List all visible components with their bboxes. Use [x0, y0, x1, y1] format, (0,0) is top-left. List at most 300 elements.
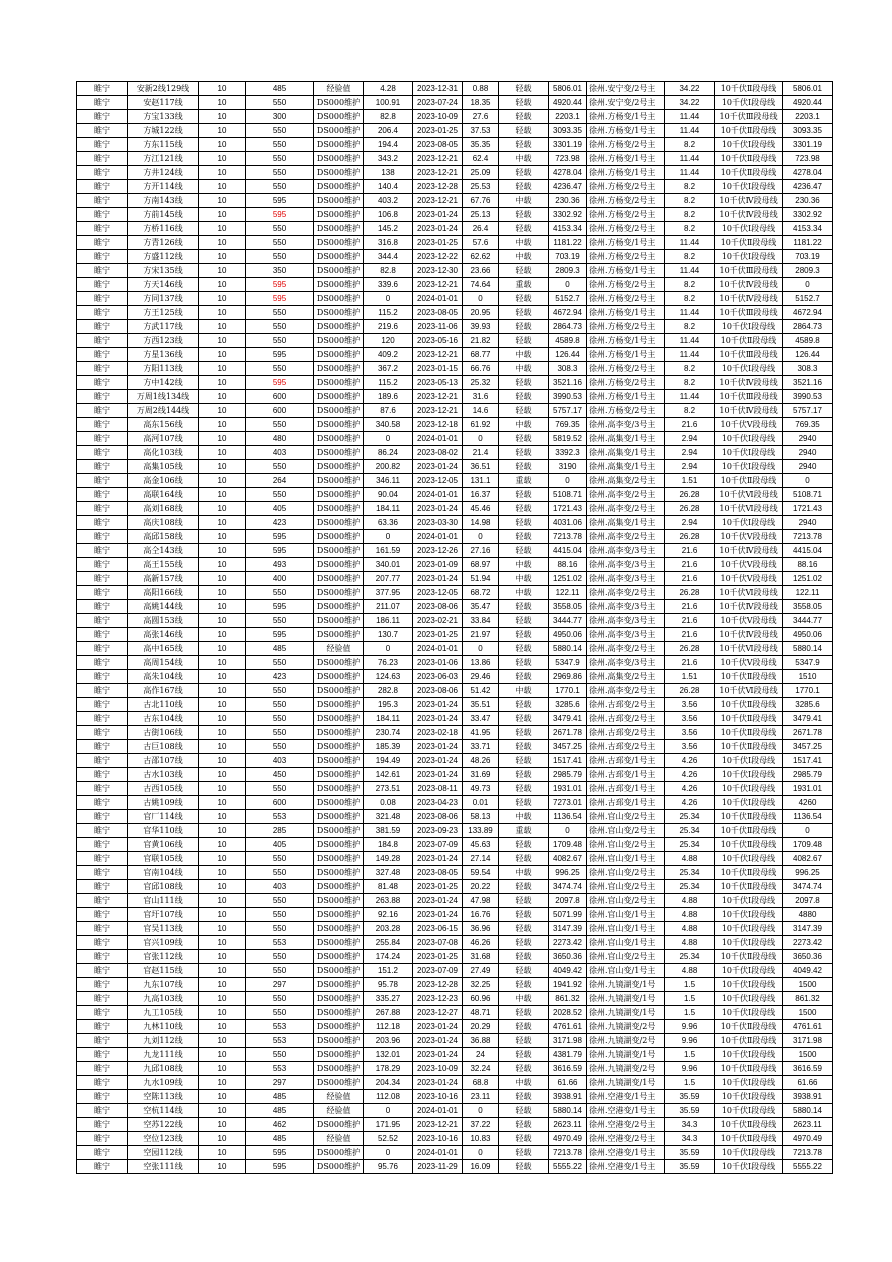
cell-load-status: 轻载	[499, 390, 549, 404]
cell-bus-section: 10千伏Ⅰ段母线	[715, 796, 783, 810]
cell-available-capacity: 1770.1	[783, 684, 833, 698]
cell-source: DS000维护	[314, 950, 364, 964]
cell-max-current: 194.49	[364, 754, 413, 768]
cell-max-current: 138	[364, 166, 413, 180]
cell-available-capacity: 4920.44	[783, 96, 833, 110]
cell-max-current: 0	[364, 1146, 413, 1160]
cell-county: 睢宁	[77, 1020, 128, 1034]
cell-transformer-margin: 8.2	[665, 278, 715, 292]
cell-load-status: 轻载	[499, 1132, 549, 1146]
table-row	[77, 964, 833, 978]
cell-voltage: 10	[199, 712, 246, 726]
cell-county: 睢宁	[77, 236, 128, 250]
cell-line-name: 九工105线	[128, 1006, 199, 1020]
cell-max-date: 2023-01-24	[413, 712, 463, 726]
cell-transformer-margin: 4.88	[665, 936, 715, 950]
cell-spare-capacity: 2028.52	[549, 1006, 587, 1020]
cell-transformer-margin: 11.44	[665, 152, 715, 166]
cell-spare-capacity: 3990.53	[549, 390, 587, 404]
cell-max-date: 2023-12-28	[413, 180, 463, 194]
cell-line-name: 空苏122线	[128, 1118, 199, 1132]
cell-max-date: 2023-01-25	[413, 880, 463, 894]
cell-county: 睢宁	[77, 978, 128, 992]
cell-max-current: 403.2	[364, 194, 413, 208]
cell-transformer-margin: 35.59	[665, 1160, 715, 1174]
cell-substation: 徐州.方杨变/2号主	[587, 180, 665, 194]
cell-load-rate: 0	[463, 642, 499, 656]
cell-max-current: 112.08	[364, 1090, 413, 1104]
cell-transformer-margin: 9.96	[665, 1062, 715, 1076]
cell-county: 睢宁	[77, 446, 128, 460]
cell-available-capacity: 122.11	[783, 586, 833, 600]
cell-transformer-margin: 8.2	[665, 292, 715, 306]
cell-spare-capacity: 5071.99	[549, 908, 587, 922]
cell-county: 睢宁	[77, 124, 128, 138]
cell-source: DS000维护	[314, 768, 364, 782]
cell-bus-section: 10千伏Ⅰ段母线	[715, 978, 783, 992]
cell-available-capacity: 7213.78	[783, 530, 833, 544]
cell-source: DS000维护	[314, 544, 364, 558]
cell-line-name: 官山111线	[128, 894, 199, 908]
cell-available-capacity: 1721.43	[783, 502, 833, 516]
cell-line-name: 九龙111线	[128, 1048, 199, 1062]
cell-max-current: 161.59	[364, 544, 413, 558]
cell-voltage: 10	[199, 124, 246, 138]
cell-county: 睢宁	[77, 628, 128, 642]
cell-rated-current: 297	[246, 1076, 314, 1090]
cell-spare-capacity: 1251.02	[549, 572, 587, 586]
cell-max-current: 194.4	[364, 138, 413, 152]
cell-substation: 徐州.古邳变/2号主	[587, 740, 665, 754]
cell-max-current: 184.11	[364, 502, 413, 516]
cell-spare-capacity: 2273.42	[549, 936, 587, 950]
cell-load-rate: 20.95	[463, 306, 499, 320]
cell-voltage: 10	[199, 684, 246, 698]
cell-spare-capacity: 0	[549, 278, 587, 292]
cell-rated-current: 550	[246, 460, 314, 474]
cell-line-name: 高化103线	[128, 446, 199, 460]
cell-rated-current: 595	[246, 292, 314, 306]
table-row	[77, 852, 833, 866]
cell-source: DS000维护	[314, 362, 364, 376]
cell-line-name: 方星136线	[128, 348, 199, 362]
cell-available-capacity: 5555.22	[783, 1160, 833, 1174]
cell-load-rate: 59.54	[463, 866, 499, 880]
cell-substation: 徐州.方杨变/1号主	[587, 264, 665, 278]
cell-spare-capacity: 3190	[549, 460, 587, 474]
cell-line-name: 官兴109线	[128, 936, 199, 950]
cell-substation: 徐州.方杨变/2号主	[587, 292, 665, 306]
cell-source: DS000维护	[314, 530, 364, 544]
cell-line-name: 高王155线	[128, 558, 199, 572]
cell-transformer-margin: 8.2	[665, 320, 715, 334]
cell-source: DS000维护	[314, 614, 364, 628]
cell-max-date: 2023-01-25	[413, 950, 463, 964]
cell-bus-section: 10千伏Ⅰ段母线	[715, 908, 783, 922]
cell-spare-capacity: 3093.35	[549, 124, 587, 138]
cell-available-capacity: 1517.41	[783, 754, 833, 768]
cell-spare-capacity: 5152.7	[549, 292, 587, 306]
cell-line-name: 安赵117线	[128, 96, 199, 110]
cell-county: 睢宁	[77, 656, 128, 670]
cell-bus-section: 10千伏Ⅳ段母线	[715, 376, 783, 390]
cell-county: 睢宁	[77, 110, 128, 124]
cell-source: DS000维护	[314, 726, 364, 740]
cell-transformer-margin: 8.2	[665, 362, 715, 376]
cell-max-date: 2024-01-01	[413, 530, 463, 544]
cell-transformer-margin: 26.28	[665, 684, 715, 698]
cell-load-rate: 37.53	[463, 124, 499, 138]
cell-spare-capacity: 3147.39	[549, 922, 587, 936]
cell-line-name: 官赵115线	[128, 964, 199, 978]
table-row	[77, 698, 833, 712]
cell-line-name: 高中165线	[128, 642, 199, 656]
cell-available-capacity: 2985.79	[783, 768, 833, 782]
cell-max-date: 2023-08-06	[413, 810, 463, 824]
cell-bus-section: 10千伏Ⅰ段母线	[715, 1160, 783, 1174]
cell-bus-section: 10千伏Ⅵ段母线	[715, 488, 783, 502]
cell-county: 睢宁	[77, 782, 128, 796]
cell-rated-current: 550	[246, 362, 314, 376]
cell-voltage: 10	[199, 656, 246, 670]
cell-county: 睢宁	[77, 502, 128, 516]
cell-max-date: 2023-12-18	[413, 418, 463, 432]
cell-county: 睢宁	[77, 726, 128, 740]
cell-rated-current: 553	[246, 1034, 314, 1048]
cell-county: 睢宁	[77, 320, 128, 334]
cell-max-date: 2023-11-29	[413, 1160, 463, 1174]
cell-bus-section: 10千伏Ⅴ段母线	[715, 656, 783, 670]
cell-line-name: 官圩107线	[128, 908, 199, 922]
cell-spare-capacity: 1931.01	[549, 782, 587, 796]
cell-voltage: 10	[199, 642, 246, 656]
cell-max-date: 2023-01-24	[413, 908, 463, 922]
cell-max-date: 2023-12-23	[413, 992, 463, 1006]
cell-rated-current: 550	[246, 1048, 314, 1062]
table-row	[77, 376, 833, 390]
cell-bus-section: 10千伏Ⅰ段母线	[715, 894, 783, 908]
table-row	[77, 1034, 833, 1048]
table-row	[77, 432, 833, 446]
cell-max-current: 151.2	[364, 964, 413, 978]
cell-line-name: 万周2线144线	[128, 404, 199, 418]
cell-spare-capacity: 122.11	[549, 586, 587, 600]
cell-max-current: 195.3	[364, 698, 413, 712]
cell-max-current: 184.11	[364, 712, 413, 726]
cell-voltage: 10	[199, 1118, 246, 1132]
cell-voltage: 10	[199, 292, 246, 306]
cell-available-capacity: 3521.16	[783, 376, 833, 390]
cell-max-current: 230.74	[364, 726, 413, 740]
cell-transformer-margin: 8.2	[665, 404, 715, 418]
cell-rated-current: 493	[246, 558, 314, 572]
cell-spare-capacity: 3301.19	[549, 138, 587, 152]
cell-substation: 徐州.方杨变/1号主	[587, 124, 665, 138]
cell-rated-current: 550	[246, 152, 314, 166]
table-row	[77, 110, 833, 124]
cell-load-rate: 14.6	[463, 404, 499, 418]
cell-line-name: 方开114线	[128, 180, 199, 194]
cell-line-name: 高邱158线	[128, 530, 199, 544]
cell-available-capacity: 2203.1	[783, 110, 833, 124]
cell-max-current: 4.28	[364, 82, 413, 96]
cell-voltage: 10	[199, 936, 246, 950]
cell-spare-capacity: 2985.79	[549, 768, 587, 782]
cell-source: DS000维护	[314, 460, 364, 474]
cell-available-capacity: 7213.78	[783, 1146, 833, 1160]
cell-substation: 徐州.方杨变/1号主	[587, 390, 665, 404]
cell-load-status: 轻载	[499, 1090, 549, 1104]
cell-load-status: 轻载	[499, 670, 549, 684]
cell-available-capacity: 126.44	[783, 348, 833, 362]
cell-county: 睢宁	[77, 250, 128, 264]
table-row	[77, 628, 833, 642]
cell-max-date: 2023-06-15	[413, 922, 463, 936]
cell-voltage: 10	[199, 558, 246, 572]
cell-source: DS000维护	[314, 516, 364, 530]
cell-bus-section: 10千伏Ⅳ段母线	[715, 628, 783, 642]
cell-county: 睢宁	[77, 698, 128, 712]
cell-voltage: 10	[199, 586, 246, 600]
cell-max-date: 2023-12-30	[413, 264, 463, 278]
cell-rated-current: 550	[246, 96, 314, 110]
cell-substation: 徐州.古邳变/1号主	[587, 768, 665, 782]
cell-bus-section: 10千伏Ⅰ段母线	[715, 138, 783, 152]
cell-rated-current: 550	[246, 418, 314, 432]
cell-source: DS000维护	[314, 264, 364, 278]
cell-transformer-margin: 21.6	[665, 614, 715, 628]
cell-voltage: 10	[199, 1090, 246, 1104]
cell-load-status: 轻载	[499, 1020, 549, 1034]
cell-bus-section: 10千伏Ⅰ段母线	[715, 992, 783, 1006]
cell-available-capacity: 3938.91	[783, 1090, 833, 1104]
cell-transformer-margin: 4.26	[665, 782, 715, 796]
cell-line-name: 古姚109线	[128, 796, 199, 810]
cell-rated-current: 550	[246, 922, 314, 936]
cell-spare-capacity: 2864.73	[549, 320, 587, 334]
table-row	[77, 838, 833, 852]
table-row	[77, 866, 833, 880]
cell-max-date: 2023-05-16	[413, 334, 463, 348]
cell-voltage: 10	[199, 740, 246, 754]
table-row	[77, 236, 833, 250]
cell-source: DS000维护	[314, 208, 364, 222]
cell-spare-capacity: 4589.8	[549, 334, 587, 348]
cell-rated-current: 550	[246, 866, 314, 880]
cell-spare-capacity: 5880.14	[549, 1104, 587, 1118]
cell-substation: 徐州.高李变/3号主	[587, 614, 665, 628]
cell-spare-capacity: 861.32	[549, 992, 587, 1006]
cell-voltage: 10	[199, 922, 246, 936]
cell-available-capacity: 4153.34	[783, 222, 833, 236]
cell-load-rate: 57.6	[463, 236, 499, 250]
cell-bus-section: 10千伏Ⅱ段母线	[715, 810, 783, 824]
cell-rated-current: 550	[246, 166, 314, 180]
cell-load-status: 中载	[499, 810, 549, 824]
cell-bus-section: 10千伏Ⅰ段母线	[715, 922, 783, 936]
cell-load-status: 中载	[499, 152, 549, 166]
table-row	[77, 754, 833, 768]
table-row	[77, 586, 833, 600]
cell-load-status: 轻载	[499, 894, 549, 908]
cell-bus-section: 10千伏Ⅰ段母线	[715, 432, 783, 446]
cell-bus-section: 10千伏Ⅵ段母线	[715, 502, 783, 516]
cell-load-rate: 45.63	[463, 838, 499, 852]
cell-voltage: 10	[199, 110, 246, 124]
cell-rated-current: 595	[246, 600, 314, 614]
cell-source: DS000维护	[314, 1062, 364, 1076]
cell-load-status: 轻载	[499, 516, 549, 530]
cell-rated-current: 595	[246, 1146, 314, 1160]
cell-rated-current: 595	[246, 376, 314, 390]
table-row	[77, 82, 833, 96]
cell-transformer-margin: 3.56	[665, 740, 715, 754]
cell-spare-capacity: 3474.74	[549, 880, 587, 894]
table-row	[77, 138, 833, 152]
cell-load-rate: 35.51	[463, 698, 499, 712]
cell-voltage: 10	[199, 474, 246, 488]
cell-max-date: 2023-01-24	[413, 698, 463, 712]
cell-rated-current: 462	[246, 1118, 314, 1132]
cell-line-name: 古巨108线	[128, 740, 199, 754]
table-row	[77, 1006, 833, 1020]
cell-bus-section: 10千伏Ⅰ段母线	[715, 320, 783, 334]
cell-substation: 徐州.高李变/2号主	[587, 586, 665, 600]
cell-max-current: 124.63	[364, 670, 413, 684]
cell-load-status: 轻载	[499, 1104, 549, 1118]
cell-voltage: 10	[199, 782, 246, 796]
cell-rated-current: 285	[246, 824, 314, 838]
cell-substation: 徐州.九镜湖变/1号	[587, 992, 665, 1006]
cell-county: 睢宁	[77, 838, 128, 852]
cell-load-rate: 20.29	[463, 1020, 499, 1034]
cell-substation: 徐州.九镜湖变/2号	[587, 1020, 665, 1034]
cell-load-rate: 68.77	[463, 348, 499, 362]
cell-max-current: 171.95	[364, 1118, 413, 1132]
cell-source: DS000维护	[314, 852, 364, 866]
cell-load-status: 轻载	[499, 1048, 549, 1062]
cell-line-name: 方武117线	[128, 320, 199, 334]
cell-substation: 徐州.方杨变/2号主	[587, 250, 665, 264]
cell-available-capacity: 1251.02	[783, 572, 833, 586]
cell-source: DS000维护	[314, 1118, 364, 1132]
table-row	[77, 446, 833, 460]
cell-transformer-margin: 2.94	[665, 516, 715, 530]
cell-spare-capacity: 3392.3	[549, 446, 587, 460]
cell-rated-current: 450	[246, 768, 314, 782]
cell-transformer-margin: 1.5	[665, 1006, 715, 1020]
cell-load-rate: 48.26	[463, 754, 499, 768]
cell-voltage: 10	[199, 1020, 246, 1034]
cell-available-capacity: 5347.9	[783, 656, 833, 670]
cell-load-status: 轻载	[499, 1062, 549, 1076]
cell-available-capacity: 88.16	[783, 558, 833, 572]
cell-load-status: 轻载	[499, 544, 549, 558]
cell-max-date: 2023-10-09	[413, 110, 463, 124]
cell-source: DS000维护	[314, 712, 364, 726]
cell-substation: 徐州.高集变/1号主	[587, 446, 665, 460]
cell-spare-capacity: 4970.49	[549, 1132, 587, 1146]
cell-spare-capacity: 3479.41	[549, 712, 587, 726]
cell-substation: 徐州.古邳变/2号主	[587, 698, 665, 712]
cell-county: 睢宁	[77, 642, 128, 656]
cell-source: DS000维护	[314, 502, 364, 516]
cell-county: 睢宁	[77, 852, 128, 866]
cell-max-current: 340.01	[364, 558, 413, 572]
table-row	[77, 824, 833, 838]
table-row	[77, 1062, 833, 1076]
cell-voltage: 10	[199, 250, 246, 264]
cell-spare-capacity: 769.35	[549, 418, 587, 432]
cell-max-current: 0	[364, 1104, 413, 1118]
cell-load-rate: 27.16	[463, 544, 499, 558]
cell-transformer-margin: 8.2	[665, 222, 715, 236]
cell-line-name: 九林110线	[128, 1020, 199, 1034]
cell-voltage: 10	[199, 670, 246, 684]
cell-load-rate: 0.88	[463, 82, 499, 96]
cell-load-status: 轻载	[499, 488, 549, 502]
cell-load-status: 轻载	[499, 166, 549, 180]
cell-max-current: 140.4	[364, 180, 413, 194]
cell-max-current: 95.76	[364, 1160, 413, 1174]
cell-source: 经验值	[314, 1132, 364, 1146]
cell-load-rate: 37.22	[463, 1118, 499, 1132]
cell-spare-capacity: 5555.22	[549, 1160, 587, 1174]
cell-voltage: 10	[199, 362, 246, 376]
cell-spare-capacity: 5347.9	[549, 656, 587, 670]
cell-voltage: 10	[199, 1104, 246, 1118]
cell-spare-capacity: 61.66	[549, 1076, 587, 1090]
cell-bus-section: 10千伏Ⅳ段母线	[715, 194, 783, 208]
cell-substation: 徐州.古邳变/1号主	[587, 782, 665, 796]
cell-substation: 徐州.高李变/2号主	[587, 502, 665, 516]
cell-substation: 徐州.古邳变/2号主	[587, 712, 665, 726]
cell-substation: 徐州.九镜湖变/1号	[587, 1048, 665, 1062]
cell-source: DS000维护	[314, 670, 364, 684]
cell-source: DS000维护	[314, 1006, 364, 1020]
cell-county: 睢宁	[77, 1048, 128, 1062]
cell-load-status: 中载	[499, 348, 549, 362]
cell-county: 睢宁	[77, 824, 128, 838]
cell-available-capacity: 3285.6	[783, 698, 833, 712]
cell-county: 睢宁	[77, 810, 128, 824]
cell-substation: 徐州.高李变/2号主	[587, 530, 665, 544]
cell-max-date: 2023-12-21	[413, 348, 463, 362]
cell-available-capacity: 5880.14	[783, 642, 833, 656]
cell-transformer-margin: 3.56	[665, 698, 715, 712]
cell-load-rate: 45.46	[463, 502, 499, 516]
cell-rated-current: 264	[246, 474, 314, 488]
cell-load-rate: 0	[463, 292, 499, 306]
cell-bus-section: 10千伏Ⅰ段母线	[715, 964, 783, 978]
cell-voltage: 10	[199, 208, 246, 222]
cell-max-date: 2023-07-24	[413, 96, 463, 110]
cell-line-name: 九邱108线	[128, 1062, 199, 1076]
cell-max-date: 2023-01-25	[413, 124, 463, 138]
cell-available-capacity: 5806.01	[783, 82, 833, 96]
cell-load-status: 中载	[499, 1076, 549, 1090]
cell-voltage: 10	[199, 1062, 246, 1076]
cell-max-current: 112.18	[364, 1020, 413, 1034]
table-row	[77, 152, 833, 166]
cell-load-rate: 36.51	[463, 460, 499, 474]
cell-bus-section: 10千伏Ⅰ段母线	[715, 782, 783, 796]
cell-line-name: 古东104线	[128, 712, 199, 726]
cell-line-name: 方东115线	[128, 138, 199, 152]
cell-load-rate: 36.88	[463, 1034, 499, 1048]
cell-voltage: 10	[199, 194, 246, 208]
cell-source: DS000维护	[314, 572, 364, 586]
